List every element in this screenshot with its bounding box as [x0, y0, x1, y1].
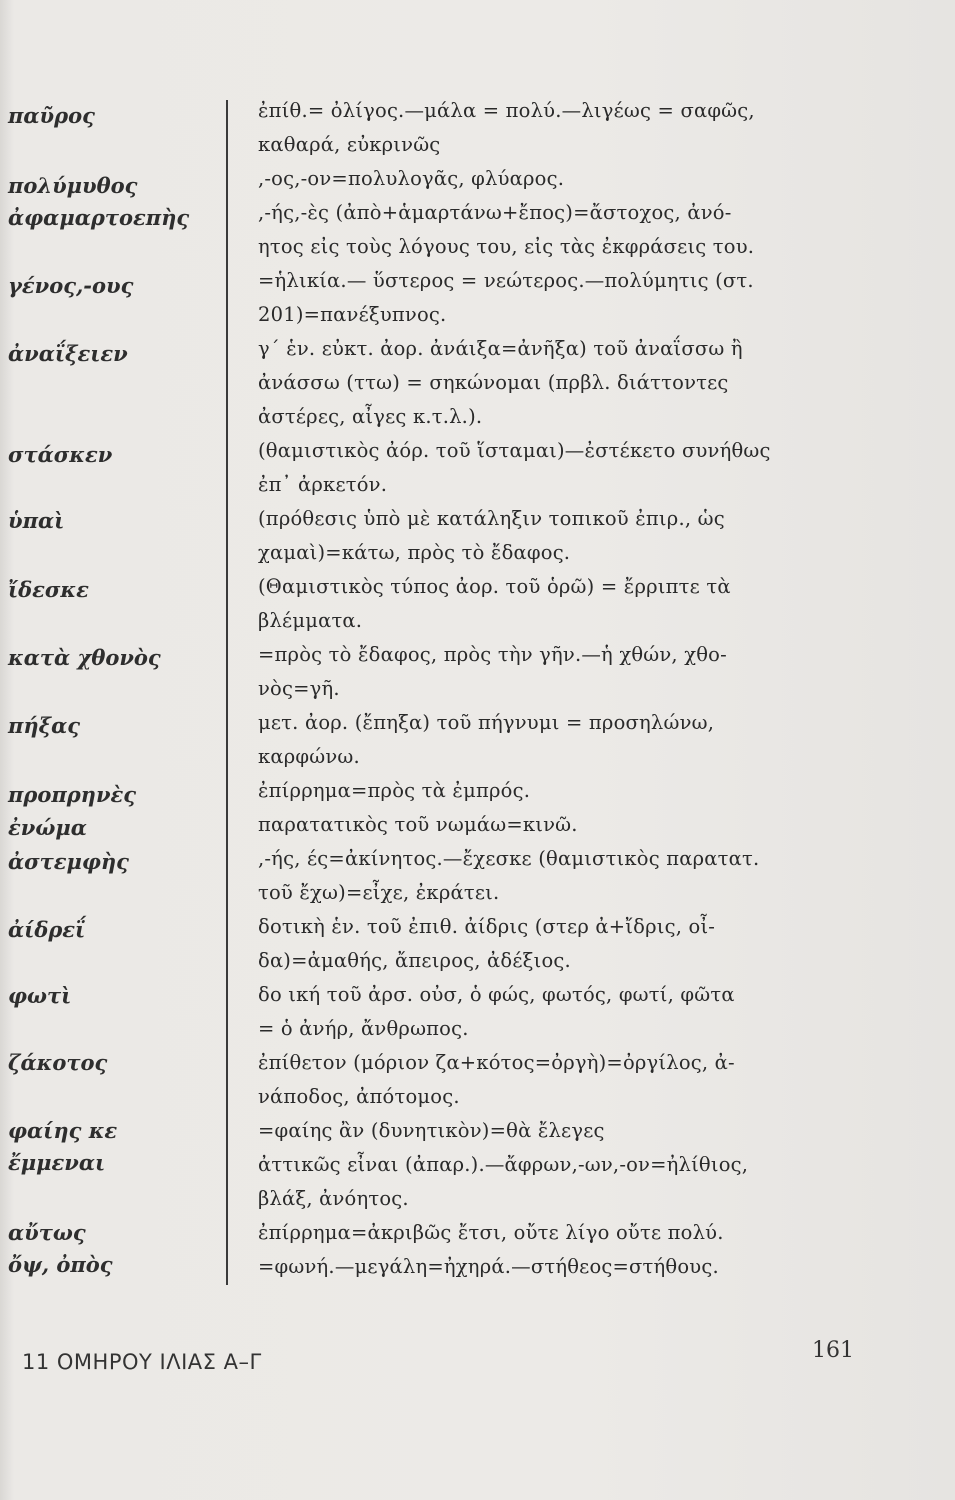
definition-line: (πρόθεσις ὑπὸ μὲ κατάληξιν τοπικοῦ ἐπιρ., ὡς: [258, 507, 725, 530]
definition-line: ητος εἰς τοὺς λόγους του, εἰς τὰς ἐκφράσεις του.: [258, 235, 755, 258]
column-divider: [226, 100, 228, 1285]
printer-signature: 11 ΟΜΗΡΟΥ ΙΛΙΑΣ Α–Γ: [22, 1350, 262, 1374]
definition-line: μετ. ἀορ. (ἔπηξα) τοῦ πήγνυμι = προσηλώνω,: [258, 711, 715, 734]
headword: κατὰ χθονὸς: [8, 645, 161, 670]
headword: στάσκεν: [8, 442, 113, 467]
definition-line: νὸς=γῆ.: [258, 677, 340, 700]
headword: αὔτως: [8, 1220, 86, 1245]
definition-line: τοῦ ἔχω)=εἶχε, ἐκράτει.: [258, 881, 500, 904]
definition-line: ,-ής, ές=ἀκίνητος.—ἔχεσκε (θαμιστικὸς παρατατ.: [258, 847, 760, 870]
definition-line: ἐπίρρημα=ἀκριβῶς ἔτσι, οὔτε λίγο οὔτε πολύ.: [258, 1221, 724, 1244]
definition-line: βλέμματα.: [258, 609, 363, 632]
definition-line: χαμαὶ)=κάτω, πρὸς τὸ ἔδαφος.: [258, 541, 571, 564]
definition-line: ἀνάσσω (ττω) = σηκώνομαι (πρβλ. διάττοντες: [258, 371, 729, 394]
headword: ἀίδρεΐ: [8, 917, 86, 942]
headword: ἀστεμφὴς: [8, 849, 129, 874]
definition-line: ,-ής,-ὲς (ἀπὸ+ἁμαρτάνω+ἔπος)=ἄστοχος, ἀνό-: [258, 201, 732, 224]
definition-line: (θαμιστικὸς ἀόρ. τοῦ ἵσταμαι)—ἐστέκετο συνήθως: [258, 439, 771, 462]
definition-line: ἀστέρες, αἶγες κ.τ.λ.).: [258, 405, 483, 428]
definition-line: =φωνή.—μεγάλη=ἠχηρά.—στήθεος=στήθους.: [258, 1255, 719, 1278]
definition-line: ἐπίθετον (μόριον ζα+κότος=ὀργὴ)=ὀργίλος, ἀ-: [258, 1051, 735, 1074]
definition-line: =φαίης ἂν (δυνητικὸν)=θὰ ἔλεγες: [258, 1119, 605, 1142]
headword: ἔμμεναι: [8, 1150, 106, 1175]
headword: ζάκοτος: [8, 1050, 108, 1075]
headword: προπρηνὲς: [8, 782, 137, 807]
definition-line: παρατατικὸς τοῦ νωμάω=κινῶ.: [258, 813, 578, 836]
headword: ὑπαὶ: [8, 508, 65, 533]
definition-line: καρφώνω.: [258, 745, 360, 768]
definition-line: δα)=ἀμαθής, ἄπειρος, ἀδέξιος.: [258, 949, 571, 972]
definition-line: νάποδος, ἀπότομος.: [258, 1085, 460, 1108]
headword: ὄψ, ὀπὸς: [8, 1252, 113, 1277]
headword: ἀναΐξειεν: [8, 341, 128, 366]
definition-line: ,-ος,-ον=πολυλογᾶς, φλύαρος.: [258, 167, 565, 190]
definition-line: ἐπ᾿ ἀρκετόν.: [258, 473, 388, 496]
headword: γένος,-ους: [8, 273, 134, 298]
headword: φωτὶ: [8, 983, 72, 1008]
headword: ἐνώμα: [8, 815, 87, 840]
definition-line: =ἡλικία.— ὕστερος = νεώτερος.—πολύμητις (στ.: [258, 269, 754, 292]
definition-line: καθαρά, εὐκρινῶς: [258, 133, 441, 156]
definition-line: 201)=πανέξυπνος.: [258, 303, 447, 326]
definition-line: ἐπίρρημα=πρὸς τὰ ἐμπρός.: [258, 779, 531, 802]
definition-line: βλάξ, ἀνόητος.: [258, 1187, 409, 1210]
definition-line: ἀττικῶς εἶναι (ἀπαρ.).—ἄφρων,-ων,-ον=ἠλίθιος,: [258, 1153, 749, 1176]
definition-line: (Θαμιστικὸς τύπος ἀορ. τοῦ ὁρῶ) = ἔρριπτε τὰ: [258, 575, 731, 598]
definition-line: δοτικὴ ἑν. τοῦ ἐπιθ. ἀίδρις (στερ ἀ+ἴδρις, οἶ-: [258, 915, 716, 938]
headword: ἴδεσκε: [8, 577, 89, 602]
headword: ἀφαμαρτοεπὴς: [8, 205, 190, 230]
definition-line: = ὁ ἀνήρ, ἄνθρωπος.: [258, 1017, 469, 1040]
headword: παῦρος: [8, 103, 95, 128]
page-number: 161: [812, 1338, 854, 1363]
definition-line: δο ική τοῦ ἀρσ. οὐσ, ὁ φώς, φωτός, φωτί, φῶτα: [258, 983, 735, 1006]
headword: πήξας: [8, 713, 81, 738]
definition-line: γ΄ ἑν. εὐκτ. ἀορ. ἀνάιξα=ἀνῆξα) τοῦ ἀναΐσσω ἢ: [258, 337, 743, 360]
definition-line: =πρὸς τὸ ἔδαφος, πρὸς τὴν γῆν.—ἡ χθών, χθο-: [258, 643, 727, 666]
headword: πολύμυθος: [8, 173, 138, 198]
headword: φαίης κε: [8, 1118, 118, 1143]
definition-line: ἐπίθ.= ὀλίγος.—μάλα = πολύ.—λιγέως = σαφῶς,: [258, 99, 755, 122]
